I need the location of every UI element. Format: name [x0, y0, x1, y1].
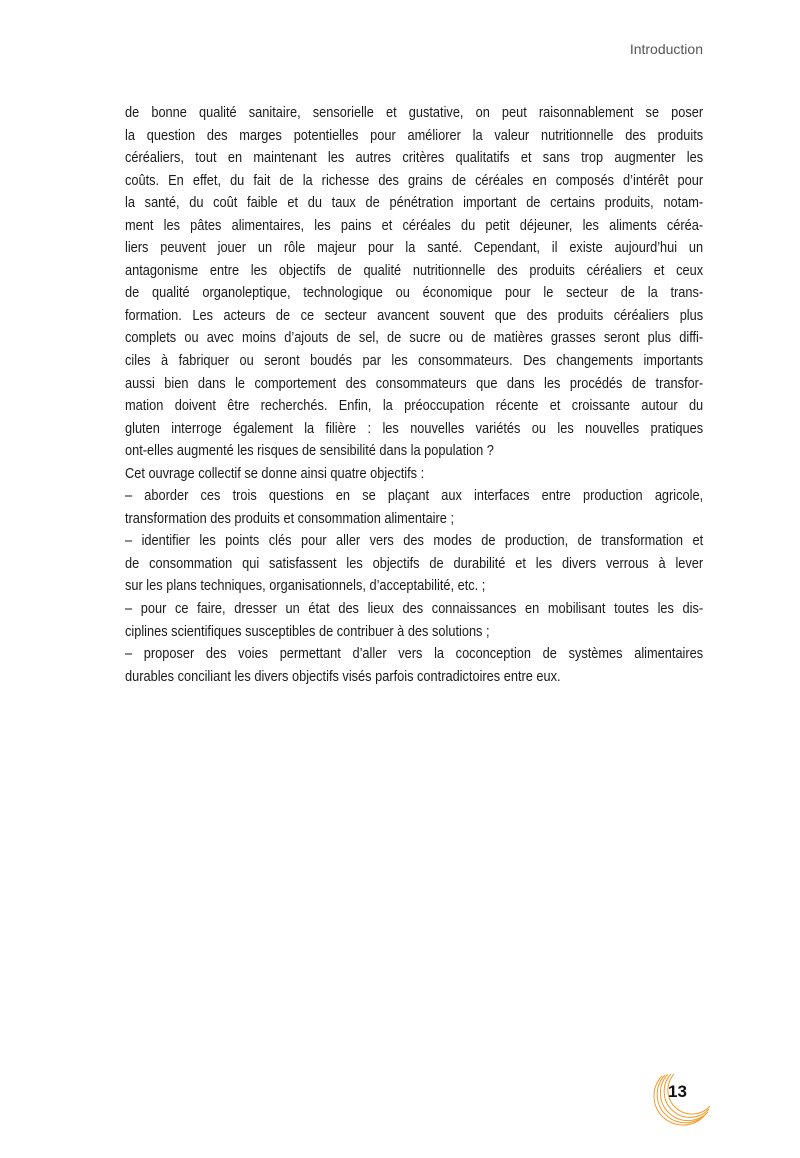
text-line: durables conciliant les divers objectifs visés parfois contradictoires entre eux. — [125, 668, 561, 685]
text-line: de qualité organoleptique, technologique ou économique pour le secteur de la trans- — [125, 285, 704, 302]
text-line: mation doivent être recherchés. Enfin, la préoccupation récente et croissante autour du — [125, 398, 704, 415]
text-line: complets ou avec moins d’ajouts de sel, de sucre ou de matières grasses seront plus diffi- — [125, 330, 704, 347]
text-line: sur les plans techniques, organisationnels, d’acceptabilité, etc. ; — [125, 578, 486, 595]
text-line: – aborder ces trois questions en se plaçant aux interfaces entre production agricole, — [125, 488, 704, 505]
text-line: – pour ce faire, dresser un état des lieux des connaissances en mobilisant toutes les dis- — [125, 601, 704, 618]
text-line: – proposer des voies permettant d’aller vers la coconception de systèmes alimentaires — [125, 646, 704, 663]
page-number-badge — [640, 1072, 710, 1132]
text-line: – identifier les points clés pour aller vers des modes de production, de transformation et — [125, 533, 704, 550]
text-line: Cet ouvrage collectif se donne ainsi quatre objectifs : — [125, 465, 425, 482]
arc-ornament-icon — [640, 1072, 710, 1132]
text-line: aussi bien dans le comportement des consommateurs que dans les procédés de transfor- — [125, 375, 704, 392]
text-line: de consommation qui satisfassent les objectifs de durabilité et les divers verrous à lever — [125, 555, 704, 572]
text-line: la santé, du coût faible et du taux de pénétration important de certains produits, notam- — [125, 195, 704, 212]
text-line: céréaliers, tout en maintenant les autres critères qualitatifs et sans trop augmenter les — [125, 150, 704, 167]
text-line: gluten interroge également la filière : les nouvelles variétés ou les nouvelles pratiques — [125, 420, 704, 437]
running-header: Introduction — [629, 41, 703, 57]
page-number: 13 — [668, 1082, 687, 1101]
text-line: de bonne qualité sanitaire, sensorielle et gustative, on peut raisonnablement se poser — [125, 105, 704, 121]
text-line: ciles à fabriquer ou seront boudés par les consommateurs. Des changements importants — [125, 353, 704, 370]
text-line: ment les pâtes alimentaires, les pains et céréales du petit déjeuner, les aliments céréa- — [125, 217, 704, 234]
body-text — [125, 102, 703, 688]
text-line: ciplines scientifiques susceptibles de contribuer à des solutions ; — [125, 623, 490, 640]
text-line: antagonisme entre les objectifs de qualité nutritionnelle des produits céréaliers et ceux — [125, 262, 704, 279]
text-line: coûts. En effet, du fait de la richesse des grains de céréales en composés d’intérêt pour — [125, 172, 704, 189]
text-line: transformation des produits et consommation alimentaire ; — [125, 510, 454, 527]
text-line: formation. Les acteurs de ce secteur avancent souvent que des produits céréaliers plus — [125, 307, 704, 324]
text-line: liers peuvent jouer un rôle majeur pour la santé. Cependant, il existe aujourd’hui un — [125, 240, 704, 257]
text-line: ont-elles augmenté les risques de sensibilité dans la population ? — [125, 443, 494, 460]
text-line: la question des marges potentielles pour améliorer la valeur nutritionnelle des produits — [125, 127, 704, 144]
